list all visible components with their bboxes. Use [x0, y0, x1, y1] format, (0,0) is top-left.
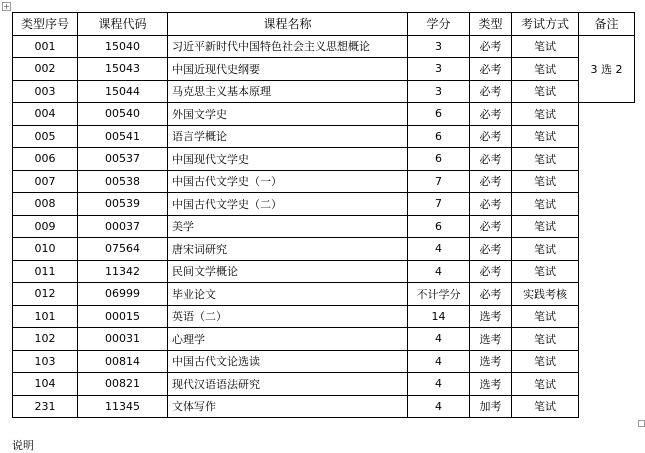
cell-code: 07564 [78, 238, 168, 261]
cell-code: 11345 [78, 395, 168, 418]
cell-note-empty [579, 283, 635, 306]
cell-credit: 不计学分 [408, 283, 470, 306]
cell-name: 民间文学概论 [168, 260, 408, 283]
cell-exam: 笔试 [512, 373, 579, 396]
cell-credit: 3 [408, 58, 470, 81]
cell-exam: 笔试 [512, 305, 579, 328]
cell-exam: 笔试 [512, 215, 579, 238]
cell-seq: 007 [13, 170, 78, 193]
cell-type: 加考 [470, 395, 512, 418]
cell-name: 中国古代文学史（一） [168, 170, 408, 193]
cell-type: 必考 [470, 125, 512, 148]
cell-type: 必考 [470, 170, 512, 193]
cell-code: 00540 [78, 103, 168, 126]
table-resize-handle[interactable] [638, 420, 645, 427]
table-select-handle[interactable]: + [3, 2, 10, 11]
cell-name: 习近平新时代中国特色社会主义思想概论 [168, 35, 408, 58]
cell-code: 00537 [78, 148, 168, 171]
cell-note-empty [579, 395, 635, 418]
cell-type: 必考 [470, 215, 512, 238]
cell-exam: 笔试 [512, 193, 579, 216]
table-row [13, 305, 635, 328]
cell-seq: 001 [13, 35, 78, 58]
cell-seq: 005 [13, 125, 78, 148]
cell-seq: 003 [13, 80, 78, 103]
cell-type: 选考 [470, 305, 512, 328]
cell-credit: 4 [408, 238, 470, 261]
header-type: 类型 [470, 13, 512, 36]
table-row [13, 193, 635, 216]
table-row [13, 238, 635, 261]
cell-seq: 012 [13, 283, 78, 306]
cell-credit: 6 [408, 103, 470, 126]
cell-code: 00031 [78, 328, 168, 351]
cell-name: 中国近现代史纲要 [168, 58, 408, 81]
cell-credit: 4 [408, 395, 470, 418]
cell-code: 06999 [78, 283, 168, 306]
table-row [13, 395, 635, 418]
cell-code: 00821 [78, 373, 168, 396]
cell-name: 美学 [168, 215, 408, 238]
cell-type: 选考 [470, 350, 512, 373]
header-note: 备注 [579, 13, 635, 36]
cell-name: 唐宋词研究 [168, 238, 408, 261]
cell-exam: 笔试 [512, 148, 579, 171]
cell-exam: 笔试 [512, 238, 579, 261]
cell-name: 心理学 [168, 328, 408, 351]
header-code: 课程代码 [78, 13, 168, 36]
cell-note-empty [579, 238, 635, 261]
cell-name: 英语（二） [168, 305, 408, 328]
cell-code: 15043 [78, 58, 168, 81]
cell-seq: 002 [13, 58, 78, 81]
cell-exam: 笔试 [512, 260, 579, 283]
cell-name: 语言学概论 [168, 125, 408, 148]
cell-note-empty [579, 125, 635, 148]
cell-name: 中国古代文论选读 [168, 350, 408, 373]
course-table [12, 12, 635, 418]
cell-type: 必考 [470, 80, 512, 103]
table-row [13, 170, 635, 193]
cell-note-empty [579, 103, 635, 126]
cell-seq: 011 [13, 260, 78, 283]
cell-type: 必考 [470, 193, 512, 216]
cell-note-empty [579, 305, 635, 328]
cell-name: 马克思主义基本原理 [168, 80, 408, 103]
cell-exam: 实践考核 [512, 283, 579, 306]
cell-name: 外国文学史 [168, 103, 408, 126]
cell-type: 必考 [470, 260, 512, 283]
cell-code: 00814 [78, 350, 168, 373]
cell-credit: 14 [408, 305, 470, 328]
cell-note-empty [579, 373, 635, 396]
cell-credit: 6 [408, 125, 470, 148]
cell-note-empty [579, 148, 635, 171]
cell-type: 必考 [470, 148, 512, 171]
cell-type: 必考 [470, 35, 512, 58]
table-row [13, 35, 635, 58]
cell-seq: 104 [13, 373, 78, 396]
table-row [13, 148, 635, 171]
cell-note-empty [579, 328, 635, 351]
header-name: 课程名称 [168, 13, 408, 36]
cell-name: 现代汉语语法研究 [168, 373, 408, 396]
cell-type: 选考 [470, 373, 512, 396]
table-row [13, 215, 635, 238]
header-row [13, 13, 635, 36]
table-row [13, 260, 635, 283]
cell-code: 00541 [78, 125, 168, 148]
cell-code: 00037 [78, 215, 168, 238]
cell-name: 文体写作 [168, 395, 408, 418]
cell-exam: 笔试 [512, 58, 579, 81]
cell-credit: 4 [408, 373, 470, 396]
cell-type: 选考 [470, 328, 512, 351]
cell-type: 必考 [470, 238, 512, 261]
cell-code: 00015 [78, 305, 168, 328]
cell-seq: 006 [13, 148, 78, 171]
cell-note-empty [579, 350, 635, 373]
cell-credit: 4 [408, 328, 470, 351]
table-header [13, 13, 635, 36]
footer-note-label: 说明 [12, 439, 34, 452]
cell-code: 00539 [78, 193, 168, 216]
cell-seq: 102 [13, 328, 78, 351]
cell-seq: 010 [13, 238, 78, 261]
header-exam: 考试方式 [512, 13, 579, 36]
cell-code: 15040 [78, 35, 168, 58]
cell-exam: 笔试 [512, 170, 579, 193]
table-row [13, 125, 635, 148]
cell-credit: 3 [408, 80, 470, 103]
cell-type: 必考 [470, 58, 512, 81]
cell-exam: 笔试 [512, 328, 579, 351]
table-body [13, 35, 635, 418]
cell-type: 必考 [470, 103, 512, 126]
cell-note-empty [579, 170, 635, 193]
table-row [13, 80, 635, 103]
cell-exam: 笔试 [512, 395, 579, 418]
table-row [13, 283, 635, 306]
cell-code: 00538 [78, 170, 168, 193]
cell-credit: 4 [408, 260, 470, 283]
cell-credit: 4 [408, 350, 470, 373]
cell-credit: 6 [408, 215, 470, 238]
cell-credit: 7 [408, 193, 470, 216]
cell-exam: 笔试 [512, 80, 579, 103]
table-row [13, 58, 635, 81]
cell-seq: 004 [13, 103, 78, 126]
table-row [13, 373, 635, 396]
cell-note: 3 选 2 [579, 35, 635, 103]
cell-name: 毕业论文 [168, 283, 408, 306]
cell-seq: 008 [13, 193, 78, 216]
cell-exam: 笔试 [512, 103, 579, 126]
cell-code: 15044 [78, 80, 168, 103]
cell-note-empty [579, 260, 635, 283]
cell-exam: 笔试 [512, 350, 579, 373]
cell-exam: 笔试 [512, 125, 579, 148]
cell-seq: 009 [13, 215, 78, 238]
cell-name: 中国古代文学史（二） [168, 193, 408, 216]
cell-note-empty [579, 215, 635, 238]
header-seq: 类型序号 [13, 13, 78, 36]
cell-seq: 231 [13, 395, 78, 418]
cell-exam: 笔试 [512, 35, 579, 58]
cell-credit: 7 [408, 170, 470, 193]
cell-credit: 3 [408, 35, 470, 58]
cell-name: 中国现代文学史 [168, 148, 408, 171]
cell-code: 11342 [78, 260, 168, 283]
table-row [13, 103, 635, 126]
cell-seq: 101 [13, 305, 78, 328]
table-row [13, 328, 635, 351]
cell-type: 必考 [470, 283, 512, 306]
table-row [13, 350, 635, 373]
cell-seq: 103 [13, 350, 78, 373]
header-credit: 学分 [408, 13, 470, 36]
cell-credit: 6 [408, 148, 470, 171]
cell-note-empty [579, 193, 635, 216]
